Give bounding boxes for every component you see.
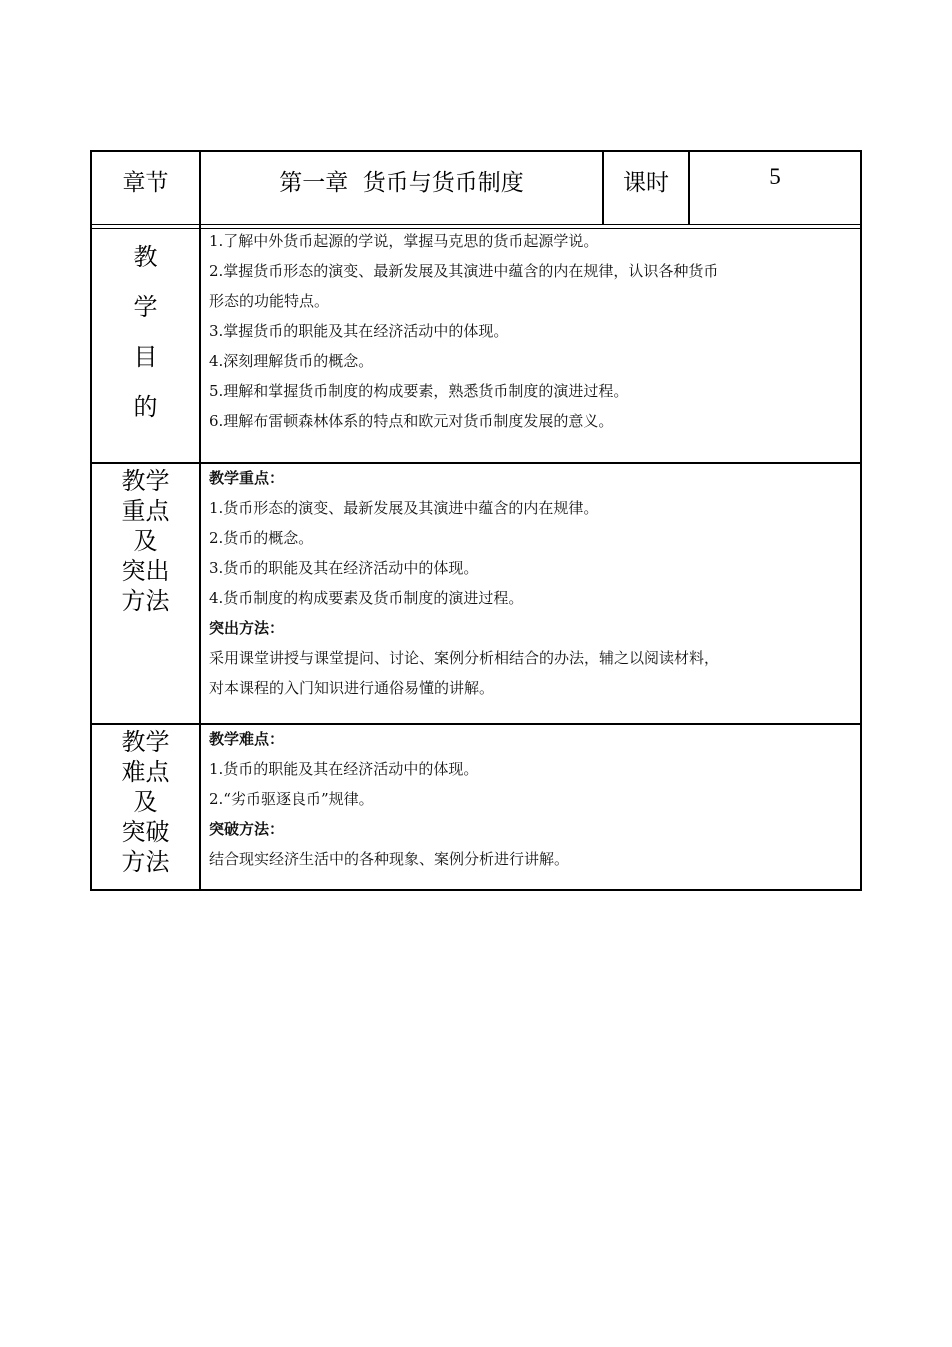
objective-line: 6.理解布雷顿森林体系的特点和欧元对货币制度发展的意义。 bbox=[209, 412, 614, 430]
difficulties-content bbox=[209, 724, 857, 874]
key-point-item: 4.货币制度的构成要素及货币制度的演进过程。 bbox=[209, 589, 524, 607]
lesson-plan-table bbox=[90, 150, 862, 891]
difficulties-label bbox=[92, 727, 199, 877]
key-points-heading: 教学重点： bbox=[209, 469, 285, 487]
objective-line: 5.理解和掌握货币制度的构成要素，熟悉货币制度的演进过程。 bbox=[209, 382, 629, 400]
emphasis-method-line: 采用课堂讲授与课堂提问、讨论、案例分析相结合的办法，辅之以阅读材料， bbox=[209, 649, 720, 667]
hours-label: 课时 bbox=[623, 170, 669, 196]
key-point-item: 1.货币形态的演变、最新发展及其演进中蕴含的内在规律。 bbox=[209, 499, 599, 517]
objectives-label-char: 教 bbox=[133, 243, 158, 271]
key-points-content bbox=[209, 463, 857, 703]
key-point-item: 2.货币的概念。 bbox=[209, 529, 314, 547]
objectives-label-char: 学 bbox=[133, 293, 158, 321]
breakthrough-method-line: 结合现实经济生活中的各种现象、案例分析进行讲解。 bbox=[209, 850, 570, 868]
objective-line: 3.掌握货币的职能及其在经济活动中的体现。 bbox=[209, 322, 509, 340]
key-point-item: 3.货币的职能及其在经济活动中的体现。 bbox=[209, 559, 479, 577]
key-points-label-line: 重点 bbox=[121, 497, 170, 525]
breakthrough-method-heading: 突破方法： bbox=[209, 820, 285, 838]
difficulties-label-line: 突破 bbox=[121, 818, 170, 846]
key-points-label-line: 教学 bbox=[121, 467, 170, 495]
hours-value: 5 bbox=[769, 164, 781, 189]
objectives-content bbox=[209, 226, 857, 436]
key-points-label-line: 及 bbox=[133, 527, 158, 555]
objective-line: 形态的功能特点。 bbox=[209, 292, 330, 310]
difficulty-item: 1.货币的职能及其在经济活动中的体现。 bbox=[209, 760, 479, 778]
chapter-title: 第一章 货币与货币制度 bbox=[279, 170, 524, 196]
objective-line: 4.深刻理解货币的概念。 bbox=[209, 352, 374, 370]
key-points-label-line: 方法 bbox=[121, 587, 170, 615]
chapter-label: 章节 bbox=[122, 170, 169, 196]
difficulties-label-line: 难点 bbox=[121, 758, 170, 786]
objective-line: 1.了解中外货币起源的学说，掌握马克思的货币起源学说。 bbox=[209, 232, 599, 250]
row-divider bbox=[92, 224, 860, 225]
emphasis-method-heading: 突出方法： bbox=[209, 619, 285, 637]
difficulties-label-line: 教学 bbox=[121, 728, 170, 756]
difficulties-heading: 教学难点： bbox=[209, 730, 285, 748]
column-divider bbox=[199, 152, 201, 889]
objectives-label-char: 的 bbox=[133, 393, 158, 421]
difficulty-item: 2.“劣币驱逐良币”规律。 bbox=[209, 790, 374, 808]
key-points-label-line: 突出 bbox=[121, 557, 170, 585]
objectives-label bbox=[92, 232, 199, 432]
emphasis-method-line: 对本课程的入门知识进行通俗易懂的讲解。 bbox=[209, 679, 495, 697]
difficulties-label-line: 方法 bbox=[121, 848, 170, 876]
objectives-label-char: 目 bbox=[133, 343, 158, 371]
objective-line: 2.掌握货币形态的演变、最新发展及其演进中蕴含的内在规律，认识各种货币 bbox=[209, 262, 719, 280]
difficulties-label-line: 及 bbox=[133, 788, 158, 816]
key-points-label bbox=[92, 466, 199, 616]
